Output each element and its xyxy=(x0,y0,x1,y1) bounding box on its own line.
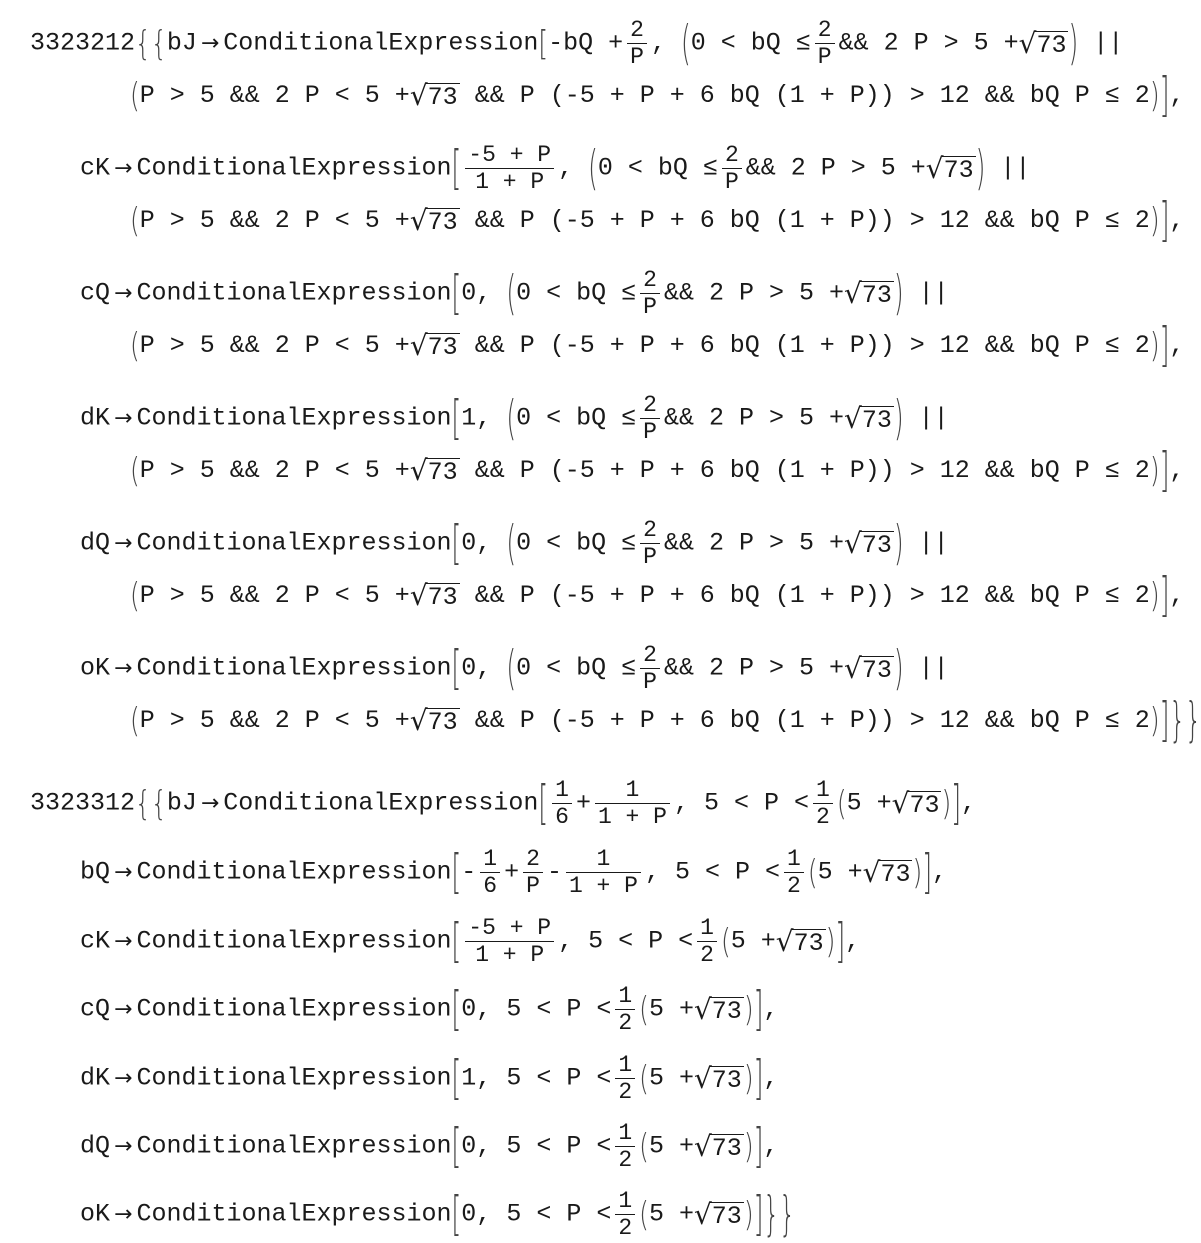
rule-arrow-icon: → xyxy=(114,155,133,181)
b2-line-dk: dK → ConditionalExpression[1, 5 < P < $\frac{1}{2}$ (5 + √ 73 )], xyxy=(80,1050,779,1106)
open-brace: { xyxy=(135,23,151,63)
rule-arrow-icon: → xyxy=(114,1065,133,1091)
rule-arrow-icon: → xyxy=(114,530,133,556)
b2-line-ok: oK → ConditionalExpression[0, 5 < P < $\frac{1}{2}$ (5 + √ 73 )]}} xyxy=(80,1186,796,1242)
b1-line-ck-cont: (P > 5 && 2 P < 5 + √ 73 && P (-5 + P + 6 bQ (1 + P)) > 12 && bQ P ≤ 2)], xyxy=(130,192,1185,248)
b1-line-ok-cont: (P > 5 && 2 P < 5 + √ 73 && P (-5 + P + 6 bQ (1 + P)) > 12 && bQ P ≤ 2)]}} xyxy=(130,692,1201,748)
output-label: 3323212 xyxy=(30,28,136,58)
rule-arrow-icon: → xyxy=(114,655,133,681)
b1-line-cq: cQ → ConditionalExpression[0, (0 < bQ ≤ $\frac{2}{P}$ && 2 P > 5 + √ 73 ) || xyxy=(80,265,949,321)
b1-line-bj-cont: (P > 5 && 2 P < 5 + √ 73 && P (-5 + P + 6 bQ (1 + P)) > 12 && bQ P ≤ 2)], xyxy=(130,67,1185,123)
b1-line-dq-cont: (P > 5 && 2 P < 5 + √ 73 && P (-5 + P + 6 bQ (1 + P)) > 12 && bQ P ≤ 2)], xyxy=(130,567,1185,623)
b2-line-bq: bQ → ConditionalExpression[- $\frac{1}{6}$ + $\frac{2}{P}$ - $\frac{1}{1 + P}$ , 5 < P < $\frac{1}{2}$ (5 + √ 73 )], xyxy=(80,844,948,900)
rule-arrow-icon: → xyxy=(114,1133,133,1159)
rule-var: bJ xyxy=(166,28,197,58)
b1-line-dk: dK → ConditionalExpression[1, (0 < bQ ≤ $\frac{2}{P}$ && 2 P > 5 + √ 73 ) || xyxy=(80,390,949,446)
b1-line-dq: dQ → ConditionalExpression[0, (0 < bQ ≤ $\frac{2}{P}$ && 2 P > 5 + √ 73 ) || xyxy=(80,515,949,571)
b2-line-bj: 3323312{{bJ → ConditionalExpression[ $\frac{1}{6}$ + $\frac{1}{1 + P}$ , 5 < P < $\frac{1}{2}$ (5 + √ 73 )], xyxy=(30,775,977,831)
b1-line-bj: 3323212{{bJ → ConditionalExpression[-bQ + $\frac{2}{P}$ , (0 < bQ ≤ $\frac{2}{P}$ && 2 P > 5 + √ 73 ) || xyxy=(30,15,1124,71)
b1-line-ok: oK → ConditionalExpression[0, (0 < bQ ≤ $\frac{2}{P}$ && 2 P > 5 + √ 73 ) || xyxy=(80,640,949,696)
function-name: ConditionalExpression xyxy=(223,28,539,58)
rule-arrow-icon: → xyxy=(200,30,220,56)
rule-arrow-icon: → xyxy=(114,859,133,885)
output-label: 3323312 xyxy=(30,788,136,818)
rule-arrow-icon: → xyxy=(114,405,133,431)
rule-arrow-icon: → xyxy=(114,996,133,1022)
b1-line-cq-cont: (P > 5 && 2 P < 5 + √ 73 && P (-5 + P + 6 bQ (1 + P)) > 12 && bQ P ≤ 2)], xyxy=(130,317,1185,373)
fraction: $\frac{2}{P}$ xyxy=(627,18,647,69)
rule-arrow-icon: → xyxy=(114,1201,133,1227)
sqrt: √ 73 xyxy=(1018,26,1067,60)
rule-arrow-icon: → xyxy=(200,790,220,816)
rule-arrow-icon: → xyxy=(114,280,133,306)
b1-line-ck: cK → ConditionalExpression[ $\frac{-5 + P}{1 + P}$ , (0 < bQ ≤ $\frac{2}{P}$ && 2 P > 5 + √ 73 ) || xyxy=(80,140,1031,196)
rule-arrow-icon: → xyxy=(114,928,133,954)
b2-line-ck: cK → ConditionalExpression[ $\frac{-5 + P}{1 + P}$ , 5 < P < $\frac{1}{2}$ (5 + √ 73 )], xyxy=(80,913,861,969)
b2-line-dq: dQ → ConditionalExpression[0, 5 < P < $\frac{1}{2}$ (5 + √ 73 )], xyxy=(80,1118,779,1174)
b1-line-dk-cont: (P > 5 && 2 P < 5 + √ 73 && P (-5 + P + 6 bQ (1 + P)) > 12 && bQ P ≤ 2)], xyxy=(130,442,1185,498)
b2-line-cq: cQ → ConditionalExpression[0, 5 < P < $\frac{1}{2}$ (5 + √ 73 )], xyxy=(80,981,779,1037)
